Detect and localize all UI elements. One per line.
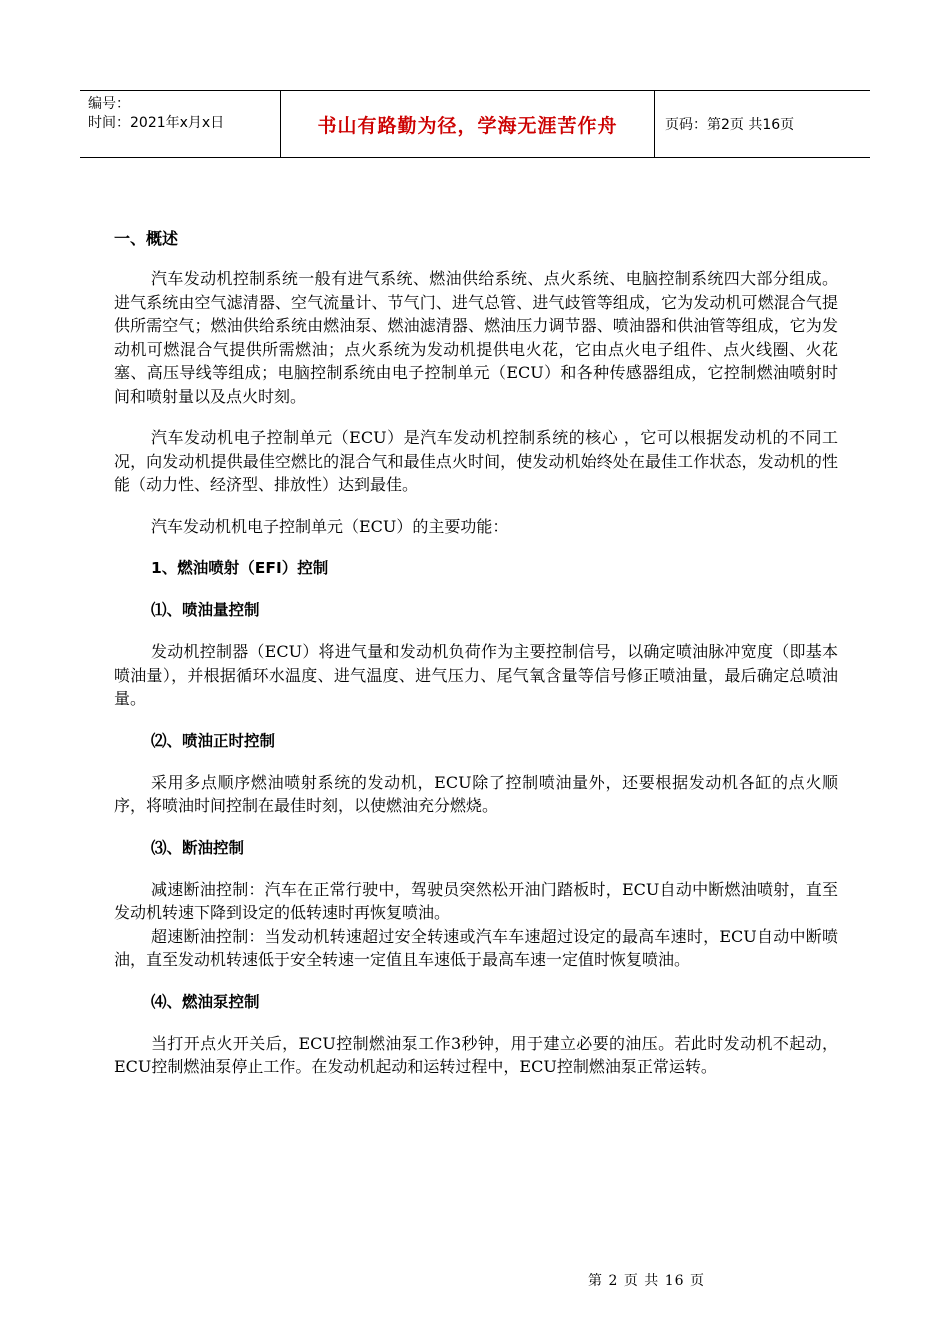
page-footer	[0, 1270, 950, 1290]
header-page-info: 页码：第2页 共16页	[665, 117, 795, 133]
paragraph-injection-timing: 采用多点顺序燃油喷射系统的发动机，ECU除了控制喷油量外，还要根据发动机各缸的点火顺序，将喷油时间控制在最佳时刻，以使燃油充分燃烧。	[114, 772, 838, 815]
paragraph-overview: 汽车发动机控制系统一般有进气系统、燃油供给系统、点火系统、电脑控制系统四大部分组成。进气系统由空气滤清器、空气流量计、节气门、进气总管、进气歧管等组成，它为发动机可燃混合气提供所需空气；燃油供给系统由燃油泵、燃油滤清器、燃油压力调节器、喷油器和供油管等组成，它为发动机可燃混合气提供所需燃油；点火系统为发动机提供电火花，它由点火电子组件、点火线圈、火花塞、高压导线等组成；电脑控制系统由电子控制单元（ECU）和各种传感器组成，它控制燃油喷射时间和喷射量以及点火时刻。	[114, 269, 838, 406]
footer-page-number: 第 2 页 共 16 页	[588, 1273, 705, 1289]
heading-injection-timing: ⑵、喷油正时控制	[151, 731, 276, 750]
date-label: 时间：2021年x月x日	[88, 115, 225, 131]
heading-injection-quantity: ⑴、喷油量控制	[151, 601, 260, 619]
paragraph-decel-cut: 减速断油控制：汽车在正常行驶中，驾驶员突然松开油门踏板时，ECU自动中断燃油喷射，直至发动机转速下降到设定的低转速时再恢复喷油。	[114, 879, 838, 922]
heading-fuel-cut: ⑶、断油控制	[151, 838, 245, 857]
section-title: 一、概述	[114, 229, 179, 248]
document-body	[114, 226, 838, 1079]
page-header	[80, 90, 870, 158]
paragraph-injection-quantity: 发动机控制器（ECU）将进气量和发动机负荷作为主要控制信号，以确定喷油脉冲宽度（即基本喷油量），并根据循环水温度、进气温度、进气压力、尾气氧含量等信号修正喷油量，最后确定总喷油量。	[114, 642, 838, 708]
heading-fuel-pump: ⑷、燃油泵控制	[151, 992, 260, 1011]
paragraph-ecu-core: 汽车发动机电子控制单元（ECU）是汽车发动机控制系统的核心 ，它可以根据发动机的不同工况，向发动机提供最佳空燃比的混合气和最佳点火时间，使发动机始终处在最佳工作状态，发动机的性能（动力性、经济型、排放性）达到最佳。	[114, 428, 838, 494]
heading-efi: 1、燃油喷射（EFI）控制	[151, 559, 329, 577]
paragraph-fuel-pump: 当打开点火开关后，ECU控制燃油泵工作3秒钟，用于建立必要的油压。若此时发动机不起动，ECU控制燃油泵停止工作。在发动机起动和运转过程中，ECU控制燃油泵正常运转。	[114, 1033, 838, 1076]
serial-number-label: 编号：	[88, 96, 130, 112]
paragraph-ecu-functions: 汽车发动机机电子控制单元（ECU）的主要功能：	[151, 516, 509, 536]
header-meta	[80, 91, 281, 157]
header-motto: 书山有路勤为径，学海无涯苦作舟	[281, 91, 655, 157]
paragraph-overspeed-cut: 超速断油控制：当发动机转速超过安全转速或汽车车速超过设定的最高车速时，ECU自动中断喷油，直至发动机转速低于安全转速一定值且车速低于最高车速一定值时恢复喷油。	[114, 926, 838, 969]
